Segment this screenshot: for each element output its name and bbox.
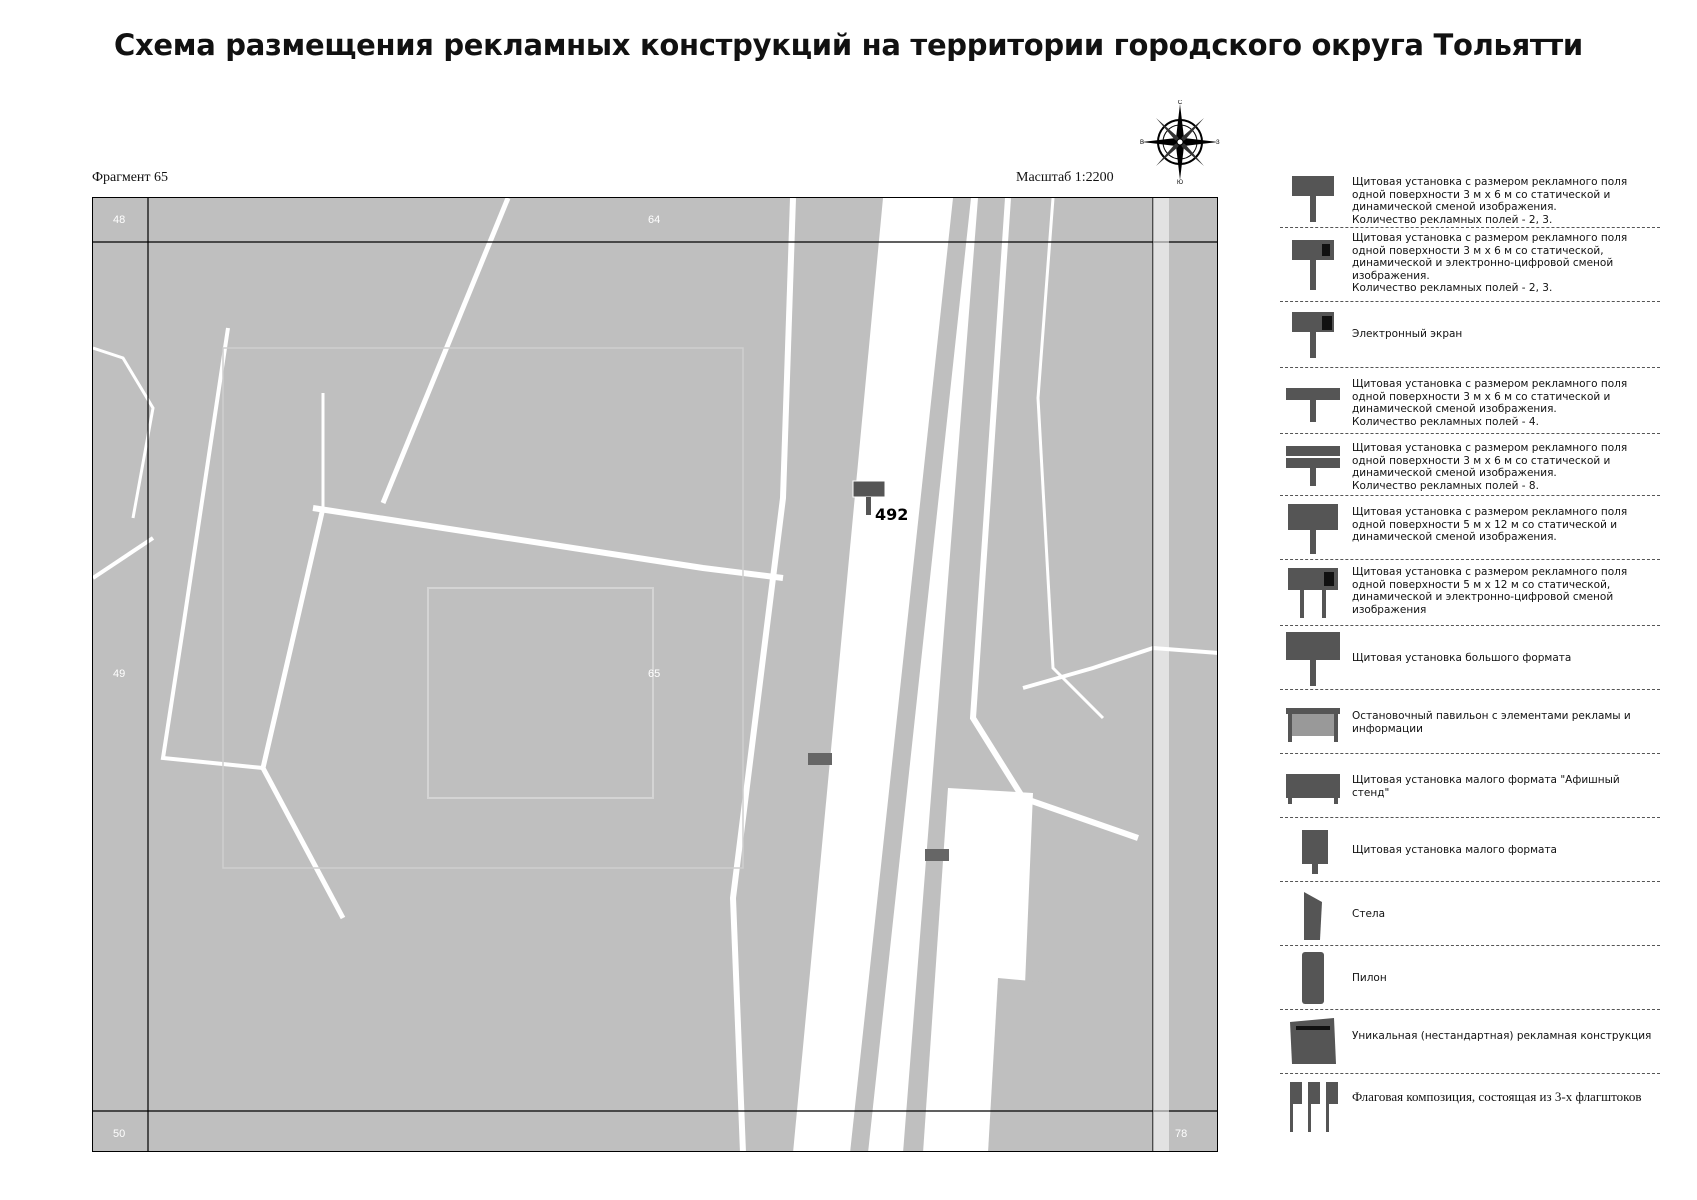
small-format-billboard-icon bbox=[1284, 828, 1342, 876]
compass-n: С bbox=[1177, 100, 1183, 106]
legend-text-7: Щитовая установка с размером рекламного поля одной поверхности 5 м х 12 м со статической, динамической и электронно-цифровой сменой изображения bbox=[1352, 566, 1628, 616]
sheet-label-50: 50 bbox=[113, 1128, 126, 1140]
scale-label: Масштаб 1:2200 bbox=[1016, 170, 1114, 185]
billboard-5x12-static-dynamic-icon bbox=[1284, 502, 1342, 556]
legend bbox=[1280, 172, 1660, 1138]
unique-structure-icon bbox=[1284, 1016, 1342, 1068]
legend-text-13: Пилон bbox=[1352, 972, 1387, 984]
poster-stand-icon bbox=[1284, 772, 1342, 806]
legend-text-6: Щитовая установка с размером рекламного поля одной поверхности 5 м х 12 м со статической и динамической сменой изображения. bbox=[1352, 506, 1628, 543]
sheet-label-65: 65 bbox=[648, 668, 661, 680]
compass-s: Ю bbox=[1176, 180, 1184, 184]
legend-text-5: Щитовая установка с размером рекламного поля одной поверхности 3 м х 6 м со статической и динамической сменой изображения. Количество рекламных полей - 8. bbox=[1352, 442, 1628, 492]
compass-w: В bbox=[1140, 140, 1145, 146]
fragment-label: Фрагмент 65 bbox=[92, 170, 169, 185]
legend-item-8 bbox=[1280, 626, 1660, 690]
legend-text-4: Щитовая установка с размером рекламного поля одной поверхности 3 м х 6 м со статической и динамической сменой изображения. Количество рекламных полей - 4. bbox=[1352, 378, 1628, 428]
billboard-3x6-static-dynamic-icon bbox=[1284, 174, 1342, 224]
legend-item-13 bbox=[1280, 946, 1660, 1010]
flag-composition-icon bbox=[1284, 1080, 1342, 1134]
large-format-billboard-icon bbox=[1284, 630, 1342, 688]
bus-stop-pavilion-icon bbox=[1284, 706, 1342, 744]
legend-text-2: Щитовая установка с размером рекламного поля одной поверхности 3 м х 6 м со статической, динамической и электронно-цифровой сменой изображения. Количество рекламных полей - 2, 3. bbox=[1352, 232, 1628, 294]
legend-item-5 bbox=[1280, 434, 1660, 496]
legend-item-3 bbox=[1280, 302, 1660, 368]
stele-icon bbox=[1284, 888, 1342, 942]
compass-rose-icon bbox=[1138, 100, 1222, 184]
billboard-3x6-4-fields-icon bbox=[1284, 380, 1342, 424]
legend-text-11: Щитовая установка малого формата bbox=[1352, 844, 1557, 856]
legend-item-4 bbox=[1280, 368, 1660, 434]
billboard-3x6-8-fields-icon bbox=[1284, 442, 1342, 488]
legend-item-11 bbox=[1280, 818, 1660, 882]
legend-text-10: Щитовая установка малого формата "Афишный стенд" bbox=[1352, 774, 1620, 799]
legend-item-6 bbox=[1280, 496, 1660, 560]
legend-item-15 bbox=[1280, 1074, 1660, 1138]
sheet-label-64: 64 bbox=[648, 214, 661, 226]
legend-item-10 bbox=[1280, 754, 1660, 818]
legend-text-3: Электронный экран bbox=[1352, 328, 1463, 340]
legend-text-12: Стела bbox=[1352, 908, 1386, 920]
legend-item-1 bbox=[1280, 172, 1660, 228]
structure-label-492[interactable]: 492 bbox=[875, 505, 909, 524]
pylon-icon bbox=[1284, 950, 1342, 1006]
sheet-label-78: 78 bbox=[1175, 1128, 1188, 1140]
legend-text-9: Остановочный павильон с элементами рекламы и информации bbox=[1352, 710, 1631, 735]
billboard-3x6-digital-icon bbox=[1284, 238, 1342, 294]
legend-text-1: Щитовая установка с размером рекламного поля одной поверхности 3 м х 6 м со статической и динамической сменой изображения. Количество рекламных полей - 2, 3. bbox=[1352, 176, 1628, 226]
page-title: Схема размещения рекламных конструкций на территории городского округа Тольятти bbox=[114, 28, 1583, 62]
legend-item-12 bbox=[1280, 882, 1660, 946]
legend-item-7 bbox=[1280, 560, 1660, 626]
compass-e: З bbox=[1216, 140, 1220, 146]
legend-text-14: Уникальная (нестандартная) рекламная конструкция bbox=[1352, 1030, 1652, 1042]
legend-item-9 bbox=[1280, 690, 1660, 754]
legend-item-14 bbox=[1280, 1010, 1660, 1074]
billboard-5x12-digital-icon bbox=[1284, 566, 1342, 620]
map-view[interactable] bbox=[92, 197, 1218, 1152]
sheet-label-49: 49 bbox=[113, 668, 126, 680]
legend-text-15: Флаговая композиция, состоящая из 3-х флагштоков bbox=[1352, 1089, 1642, 1104]
legend-text-8: Щитовая установка большого формата bbox=[1352, 652, 1572, 664]
electronic-screen-icon bbox=[1284, 310, 1342, 360]
sheet-label-48: 48 bbox=[113, 214, 126, 226]
legend-item-2 bbox=[1280, 228, 1660, 302]
